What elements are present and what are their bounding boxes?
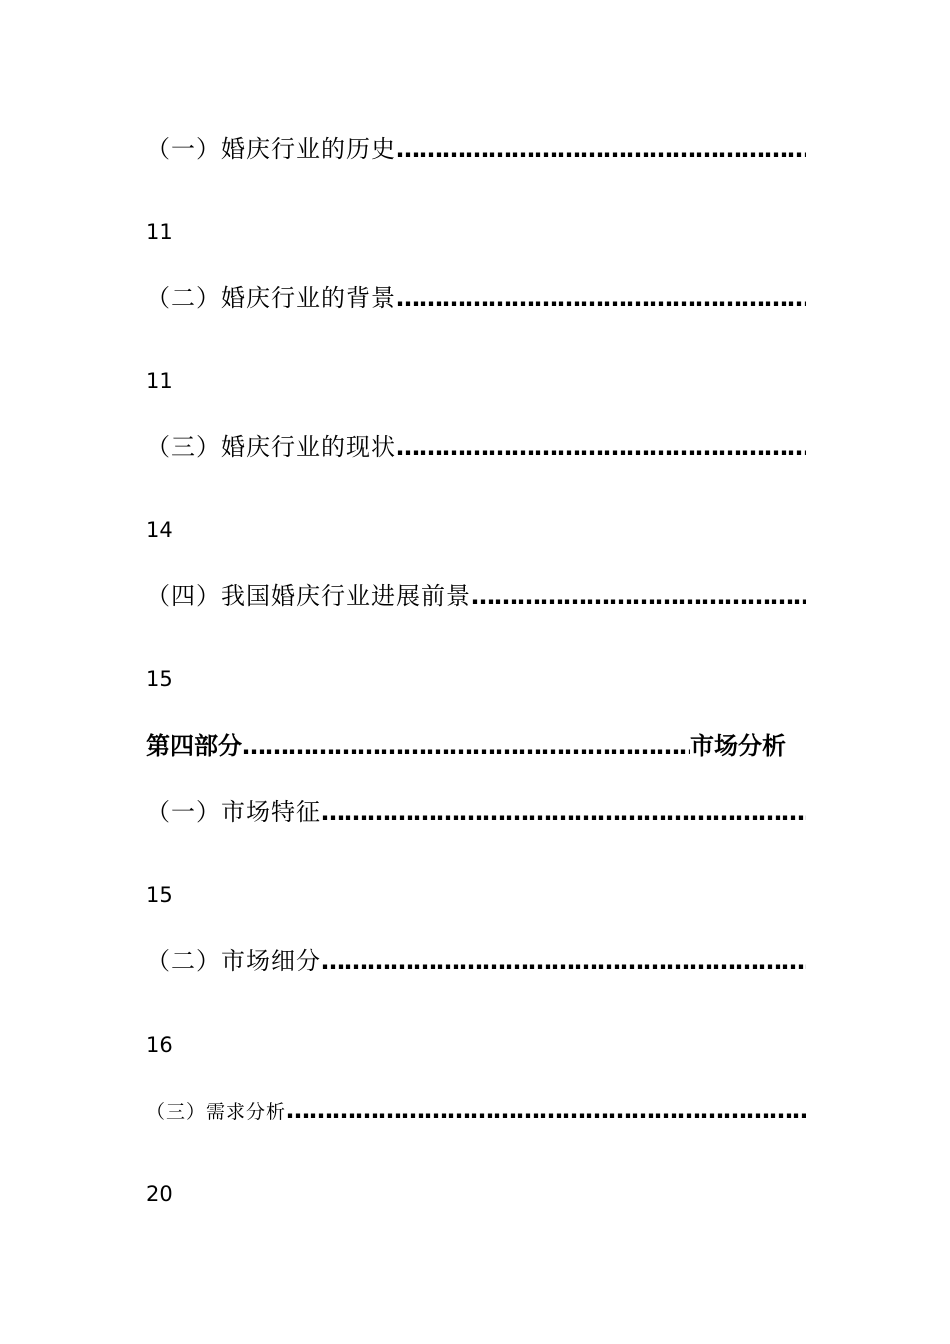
toc-page-number: 14 (146, 518, 173, 542)
toc-leader-dots (321, 792, 806, 832)
toc-entry (146, 792, 806, 832)
toc-entry (146, 576, 806, 616)
toc-leader-dots (321, 941, 806, 981)
toc-page-number: 20 (146, 1182, 173, 1206)
toc-entry-title: （三）需求分析 (146, 1101, 287, 1123)
toc-entry (146, 129, 806, 169)
toc-page-number: 15 (146, 883, 173, 907)
toc-page-number: 11 (146, 220, 173, 244)
toc-entry-title: （一）婚庆行业的历史 (146, 135, 396, 163)
toc-entry (146, 1090, 806, 1130)
toc-part-heading (146, 726, 786, 766)
toc-leader-dots (471, 576, 806, 616)
toc-entry (146, 427, 806, 467)
toc-leader-dots (396, 278, 806, 318)
part-title: 第四部分 (146, 732, 242, 760)
toc-entry-title: （二）市场细分 (146, 947, 321, 975)
toc-leader-dots (396, 129, 806, 169)
toc-leader-dots (396, 427, 806, 467)
toc-entry-title: （二）婚庆行业的背景 (146, 284, 396, 312)
toc-page-number: 15 (146, 667, 173, 691)
toc-leader-dots (286, 1090, 806, 1130)
toc-entry-title: （三）婚庆行业的现状 (146, 433, 396, 461)
toc-leader-dots (242, 726, 690, 766)
toc-entry (146, 278, 806, 318)
part-subtitle: 市场分析 (690, 732, 786, 760)
toc-entry-title: （一）市场特征 (146, 798, 321, 826)
toc-entry (146, 941, 806, 981)
toc-page-number: 16 (146, 1033, 173, 1057)
toc-page-number: 11 (146, 369, 173, 393)
toc-entry-title: （四）我国婚庆行业进展前景 (146, 582, 471, 610)
